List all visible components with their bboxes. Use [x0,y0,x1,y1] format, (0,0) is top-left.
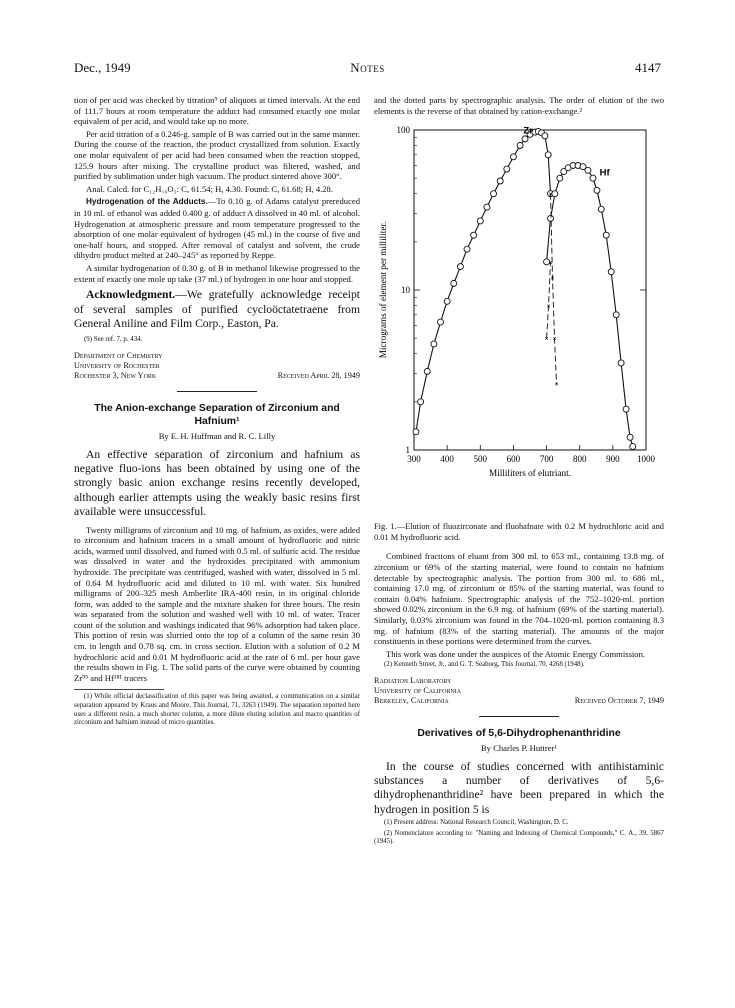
y-tick-label: 100 [396,125,410,136]
x-axis-label: Milliliters of elutriant. [489,468,571,479]
acknowledgment-heading: Acknowledgment. [86,288,176,302]
data-point [517,143,523,149]
footnote: (2) Nomenclature according to: "Naming and Indexing of Chemical Compounds," C. A., 39, 5867 (1945). [374,829,664,846]
data-point [491,191,497,197]
data-point [444,298,450,304]
address-line: Department of Chemistry [74,350,163,360]
series-label: Hf [599,167,610,179]
data-point [418,399,424,405]
data-point-cross: × [548,260,553,268]
data-point [424,369,430,375]
running-header [74,60,661,80]
elution-chart [374,120,664,520]
data-point [431,341,437,347]
x-tick-label: 600 [506,454,521,465]
data-point [438,319,444,325]
address-line: Radiation Laboratory [374,675,452,685]
intro-paragraph: An effective separation of zirconium and hafnium as negative fluo-ions has been obtained by using one of the strongly basic anion exchange resins recently developed, although earlier attempts using the weakly basic resins first available were unsuccessful. [74,447,360,519]
data-point [545,152,551,158]
data-point [630,444,636,450]
series-line-zr [416,132,551,432]
author-address [374,676,664,706]
paragraph: Twenty milligrams of zirconium and 10 mg. of hafnium, as oxides, were added to zirconium and hafnium tracers in a small amount of hydrofluoric and nitric acids, warmed until dissolved, and fumed with 0.5 ml. of sulfuric acid. The residue was dissolved in water and the hydroxides precipitated with ammonium hydroxide. The precipitate was centrifuged, washed with water, dissolved in 5 ml. of 0.64 M hydrofluoric acid and diluted to 10 ml. with water. Six hundred milligrams of 200–325 mesh Amberlite IRA-400 resin, in its original chloride form, was added to the sample and the mixture shaken for three hours. The resin was separated from the solution and washed well with 10 ml. of water. Tracer count of the solution and washings indicated that 96% adsorption had taken place. This portion of resin was slurried onto the top of a column of the same resin 30 cm. in length and 0.78 sq. cm. in cross section. Elution with a solution of 0.2 M hydrochloric acid and 0.01 M hydrofluoric acid at the rate of 6 ml. per hour gave the results shown in Fig. 1. The solid parts of the curve were obtained by counting Zr⁹⁵ and Hf¹⁸¹ tracers [74,524,360,683]
paragraph: tion of per acid was checked by titration⁹ of aliquots at timed intervals. At the end of 111.7 hours at room temperature the adduct had consumed exactly one molar equivalent of per acid, and would take up no more. [74,95,360,127]
header-date: Dec., 1949 [74,60,131,75]
data-point [471,232,477,238]
x-tick-label: 500 [473,454,488,465]
article-title: Derivatives of 5,6-Dihydrophenanthridine [417,727,621,739]
footnote: (2) Kenneth Street, Jr., and G. T. Seaborg, This Journal, 70, 4268 (1948). [384,661,585,669]
header-page-number: 4147 [635,60,661,75]
paragraph [74,196,360,261]
data-point [618,360,624,366]
data-point [477,218,483,224]
paragraph-text: —To 0.10 g. of Adams catalyst prereduced in 10 ml. of ethanol was added 0.400 g. of adduct A dissolved in 40 ml. of alcohol. Hydrogenation at atmospheric pressure and room temperature progressed to the absorption of one molar equivalent of hydrogen (45 ml.) in the course of five and one-half hours, and stopped. After removal of catalyst and solvent, the crude dihydro product melted at 240–245° as reported by Reppe. [74,196,360,261]
acknowledgment [74,288,360,331]
section-heading: Hydrogenation of the Adducts. [86,197,208,207]
footnote: (1) Present address: National Research Council, Washington, D. C. [384,819,569,827]
series-line-zr-spectrographic- [548,191,557,384]
byline: By Charles P. Huttrer¹ [480,742,558,753]
data-point-cross: × [546,303,551,311]
data-point-cross: × [548,191,553,199]
x-tick-label: 300 [407,454,421,465]
y-tick-label: 10 [401,285,410,296]
figure-caption: Fig. 1.—Elution of fluozirconate and fluohafnate with 0.2 M hydrochloric acid and 0.01 M hydrofluoric acid. [374,522,664,542]
figure-1 [374,120,664,520]
footnote: (9) See ref. 7, p. 434. [84,336,143,344]
address-line: Berkeley, California [374,695,449,705]
address-line: University of California [374,685,462,695]
data-point-cross: × [552,336,557,344]
data-point [464,246,470,252]
data-point [510,154,516,160]
data-point-cross: × [554,381,559,389]
intro-paragraph: In the course of studies concerned with antihistaminic substances a number of derivatives of 5,6-dihydrophenanthridine² have been prepared in which the hydrogen in position 5 is [374,759,664,816]
data-point [542,133,548,139]
received-date: Received April 28, 1949 [277,370,360,380]
byline: By E. H. Huffman and R. C. Lilly [158,430,276,441]
data-point [504,166,510,172]
data-point [548,216,554,222]
paragraph: and the dotted parts by spectrographic analysis. The order of elution of the two elements is the reverse of that obtained by cation-exchange.² [374,95,664,116]
series-label: Zr [523,125,533,137]
data-point [522,136,528,142]
section-divider [177,391,257,392]
data-point [451,281,457,287]
address-line: University of Rochester [74,360,160,370]
x-tick-label: 900 [606,454,620,465]
x-tick-label: 1000 [637,454,655,465]
data-point [557,175,563,181]
data-point [594,187,600,193]
data-point [590,175,596,181]
x-tick-label: 700 [539,454,554,465]
data-point [413,429,419,435]
data-point [484,204,490,210]
paragraph: This work was done under the auspices of the Atomic Energy Commission. [386,648,646,659]
data-point [603,232,609,238]
data-point-cross: × [544,336,549,344]
left-column [74,95,360,730]
header-section: Notes [350,60,385,75]
y-axis-label: Micrograms of element per milliliter. [378,221,388,359]
author-address [74,351,360,381]
data-point [623,406,629,412]
acknowledgment-text: —We gratefully acknowledge receipt of several samples of purified cycloöctatetraene from General Aniline and Film Corp., Easton, Pa. [74,288,360,330]
data-point [457,264,463,270]
x-tick-label: 800 [572,454,587,465]
article-title: The Anion-exchange Separation of Zirconium and Hafnium¹ [94,402,340,427]
data-point [598,206,604,212]
series-line-hf [544,166,633,447]
data-point [627,435,633,441]
plot-frame [414,130,646,450]
paragraph: Combined fractions of eluant from 300 ml. to 653 ml., containing 13.8 mg. of zirconium or 69% of the starting material, were found to contain no hafnium detectable by spectrographic analysis. The portion from 300 ml. to 686 ml., containing 17.0 mg. of zirconium or 85% of the starting material, was found to contain 0.04% hafnium. Spectrographic analysis of the 752–1020-ml. portion showed 0.02% zirconium in the 6.9 mg. of hafnium (69% of the starting material). Similarly, 0.03% zirconium was found in the 704–1020-ml. portion containing 8.3 mg. of hafnium (83% of the starting material). The amounts of the major constituents in these portions were determined from the curves. [374,551,664,647]
data-point [608,269,614,275]
series-line-hf-spectrographic- [547,262,551,338]
data-point [497,178,503,184]
paragraph: Per acid titration of a 0.246-g. sample of B was carried out in the same manner. During the course of the reaction, the product crystallized from solution. Exactly one molar equivalent of per acid had been consumed when the reaction stopped, 125.9 hours after mixing. The crystalline product was filtered, washed, and purified by sublimation under high vacuum. The product sintered above 300°. [74,128,360,182]
data-point [585,167,591,173]
section-divider [479,716,559,717]
y-tick-label: 1 [405,445,410,456]
data-point-cross: × [550,275,555,283]
x-tick-label: 400 [440,454,454,465]
received-date: Received October 7, 1949 [574,695,664,705]
paragraph: A similar hydrogenation of 0.30 g. of B in methanol likewise progressed to the extent of exactly one mole up take (37 ml.) of hydrogen in one hour and stopped. [74,262,360,284]
footnote-divider [74,689,164,690]
data-point [552,191,558,197]
footnote: (1) While official declassification of this paper was being awaited, a communication on a similar separation appeared by Kraus and Moore, This Journal, 71, 3263 (1949). The separation reported here uses a different resin, a much shorter column, a more dilute eluting solution and macro quantities of zirconium and hafnium instead of micro quantities. [74,693,360,727]
right-column [374,95,664,849]
address-line: Rochester 3, New York [74,370,157,380]
analysis-paragraph: Anal. Calcd. for C₁₂H₁₀O₅: C, 61.54; H, 4.30. Found: C, 61.68; H, 4.28. [86,183,334,194]
data-point [613,312,619,318]
